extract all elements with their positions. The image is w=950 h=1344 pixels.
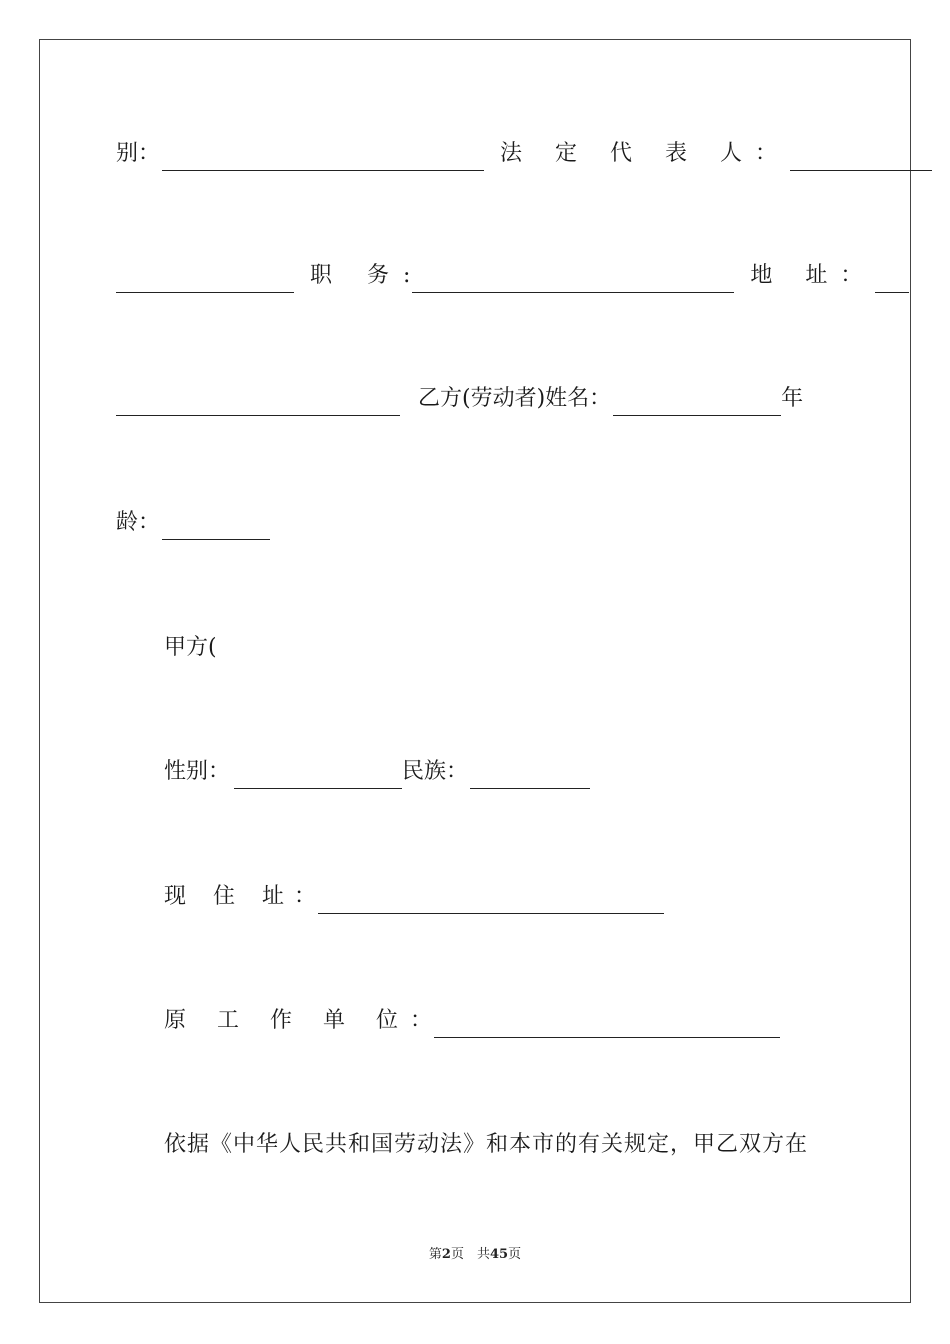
line-age bbox=[116, 506, 270, 540]
footer-page-total: 45 bbox=[489, 1247, 509, 1262]
line-gender-ethnicity bbox=[164, 755, 590, 789]
blank-age[interactable] bbox=[162, 514, 270, 540]
text-basis: 依据《中华人民共和国劳动法》和本市的有关规定，甲乙双方在 bbox=[164, 1132, 809, 1157]
label-age-end: 龄： bbox=[116, 510, 161, 535]
blank-current-address[interactable] bbox=[318, 888, 664, 914]
label-ethnicity: 民族： bbox=[402, 759, 469, 784]
label-former-employer: 原 工 作 单 位： bbox=[164, 1008, 444, 1033]
blank-type[interactable] bbox=[162, 145, 484, 171]
blank-legal-rep[interactable] bbox=[790, 145, 932, 171]
footer-page-current: 2 bbox=[441, 1247, 451, 1262]
blank-ethnicity[interactable] bbox=[470, 763, 590, 789]
label-party-a: 甲方( bbox=[164, 635, 217, 660]
line-party-a bbox=[164, 631, 217, 665]
label-address: 地 址： bbox=[750, 263, 876, 288]
blank-legal-rep-cont[interactable] bbox=[116, 267, 294, 293]
blank-employee-name[interactable] bbox=[613, 390, 781, 416]
blank-address[interactable] bbox=[875, 267, 909, 293]
blank-former-employer[interactable] bbox=[434, 1012, 780, 1038]
footer-page-prefix: 第 bbox=[428, 1247, 442, 1262]
label-age-start: 年 bbox=[781, 386, 804, 411]
line-current-address bbox=[164, 880, 664, 914]
line-basis-text bbox=[164, 1128, 808, 1162]
line-employee-name bbox=[116, 382, 803, 416]
line-employer-type bbox=[116, 137, 932, 171]
footer-page-suffix: 页 bbox=[508, 1247, 522, 1262]
label-type: 别： bbox=[116, 141, 161, 166]
blank-position[interactable] bbox=[412, 267, 734, 293]
page-footer bbox=[0, 1245, 950, 1265]
blank-address-cont[interactable] bbox=[116, 390, 400, 416]
label-position: 职 务: bbox=[310, 263, 425, 288]
footer-page-mid: 页 共 bbox=[450, 1247, 490, 1262]
line-former-employer bbox=[164, 1004, 780, 1038]
label-legal-rep: 法 定 代 表 人： bbox=[500, 141, 790, 166]
page-border bbox=[39, 39, 911, 1303]
blank-gender[interactable] bbox=[234, 763, 402, 789]
label-gender: 性别： bbox=[164, 759, 231, 784]
line-position-address bbox=[116, 259, 909, 293]
label-current-address: 现 住 址： bbox=[164, 884, 326, 909]
label-employee-name: 乙方(劳动者)姓名： bbox=[418, 386, 612, 411]
